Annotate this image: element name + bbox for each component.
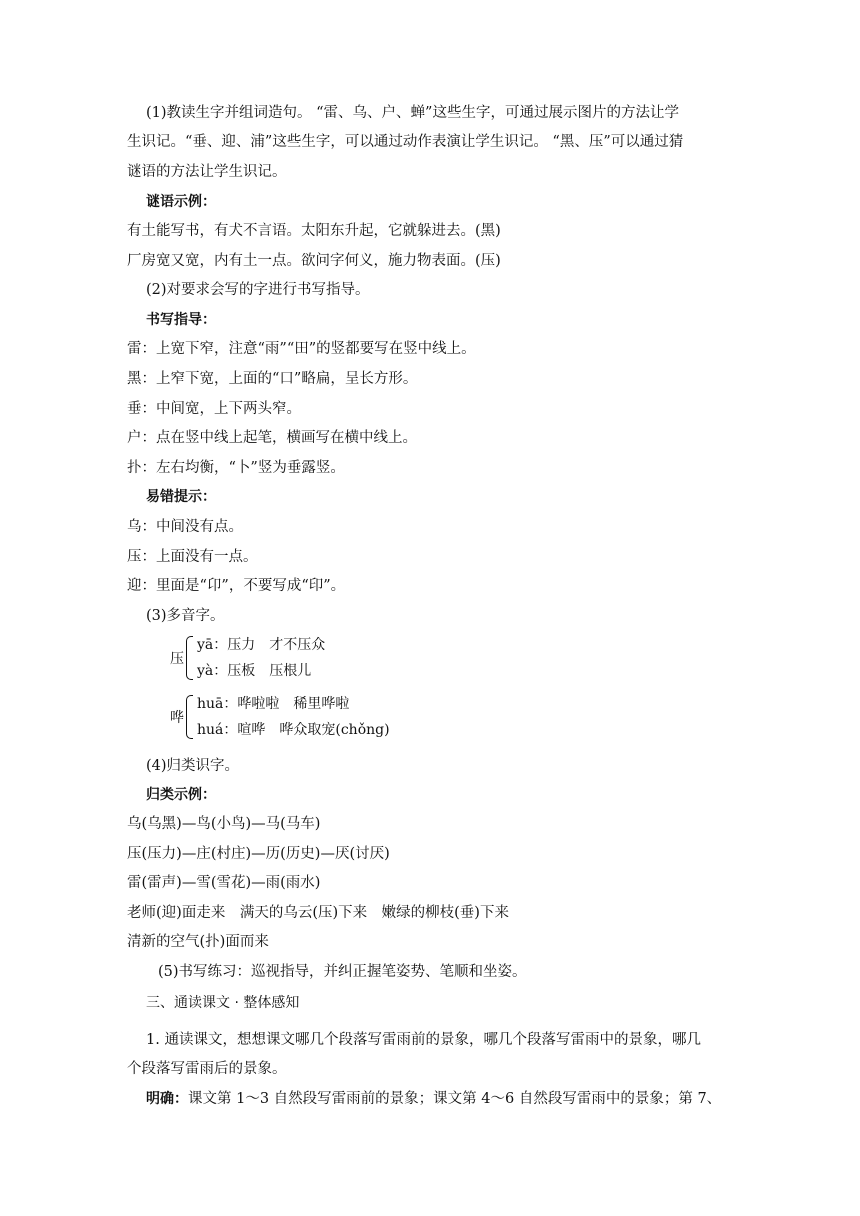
riddle-heading: 谜语示例：: [146, 194, 216, 210]
riddle-2: 厂房宽又宽，内有土一点。欲问字何义，施力物表面。(压): [127, 253, 501, 269]
answer-line: [146, 1090, 721, 1108]
polyphone-reading-1: yā：压力 才不压众: [197, 637, 326, 653]
paragraph-2: (2)对要求会写的字进行书写指导。: [146, 282, 370, 298]
classify-heading: 归类示例：: [146, 787, 216, 803]
classify-example-4: 老师(迎)面走来 满天的乌云(压)下来 嫩绿的柳枝(垂)下来: [127, 905, 509, 921]
paragraph-5: (5)书写练习：巡视指导，并纠正握笔姿势、笔顺和坐姿。: [158, 964, 527, 980]
error-tip-3: 迎：里面是“卬”，不要写成“印”。: [127, 578, 346, 594]
paragraph-1-line-1: (1)教读生字并组词造句。 “雷、乌、户、蝉”这些生字，可通过展示图片的方法让学: [146, 105, 679, 121]
writing-guide-1: 雷：上宽下窄，注意“雨”“田”的竖都要写在竖中线上。: [127, 341, 476, 357]
writing-guide-3: 垂：中间宽，上下两头窄。: [127, 401, 301, 417]
errors-heading: 易错提示：: [146, 489, 216, 505]
polyphone-hua: [170, 695, 390, 739]
error-tip-2: 压：上面没有一点。: [127, 549, 258, 565]
brace: [186, 636, 193, 680]
paragraph-1-line-2: 生识记。“垂、迎、浦”这些生字，可以通过动作表演让学生识记。 “黑、压”可以通过猜: [127, 134, 684, 150]
answer-text: 课文第 1～3 自然段写雷雨前的景象；课文第 4～6 自然段写雷雨中的景象；第 7、: [188, 1091, 722, 1107]
polyphone-reading-2: huá：喧哗 哗众取宠(chǒng): [197, 722, 390, 738]
error-tip-1: 乌：中间没有点。: [127, 519, 243, 535]
brace: [186, 695, 193, 739]
polyphone-char: 压: [170, 651, 184, 667]
classify-example-5: 清新的空气(扑)面而来: [127, 934, 269, 950]
polyphone-reading-2: yà：压板 压根儿: [197, 663, 312, 679]
writing-heading: 书写指导：: [146, 312, 216, 328]
polyphone-ya: [170, 636, 325, 680]
section-heading-3: 三、通读课文 · 整体感知: [146, 995, 300, 1011]
question-1-line-2: 个段落写雷雨后的景象。: [127, 1061, 287, 1077]
paragraph-4: (4)归类识字。: [146, 758, 240, 774]
writing-guide-4: 户：点在竖中线上起笔，横画写在横中线上。: [127, 430, 417, 446]
classify-example-3: 雷(雷声)—雪(雪花)—雨(雨水): [127, 875, 321, 891]
paragraph-3: (3)多音字。: [146, 608, 225, 624]
polyphone-char: 哗: [170, 710, 184, 726]
paragraph-1-line-3: 谜语的方法让学生识记。: [127, 164, 287, 180]
writing-guide-5: 扑：左右均衡，“卜”竖为垂露竖。: [127, 460, 345, 476]
writing-guide-2: 黑：上窄下宽，上面的“口”略扁，呈长方形。: [127, 371, 418, 387]
answer-label: 明确：: [146, 1091, 188, 1107]
classify-example-1: 乌(乌黑)—鸟(小鸟)—马(马车): [127, 816, 321, 832]
question-1-line-1: 1. 通读课文，想想课文哪几个段落写雷雨前的景象，哪几个段落写雷雨中的景象，哪几: [146, 1032, 701, 1048]
classify-example-2: 压(压力)—庄(村庄)—历(历史)—厌(讨厌): [127, 846, 390, 862]
polyphone-reading-1: huā：哗啦啦 稀里哗啦: [197, 696, 350, 712]
riddle-1: 有土能写书，有犬不言语。太阳东升起，它就躲进去。(黑): [127, 223, 501, 239]
